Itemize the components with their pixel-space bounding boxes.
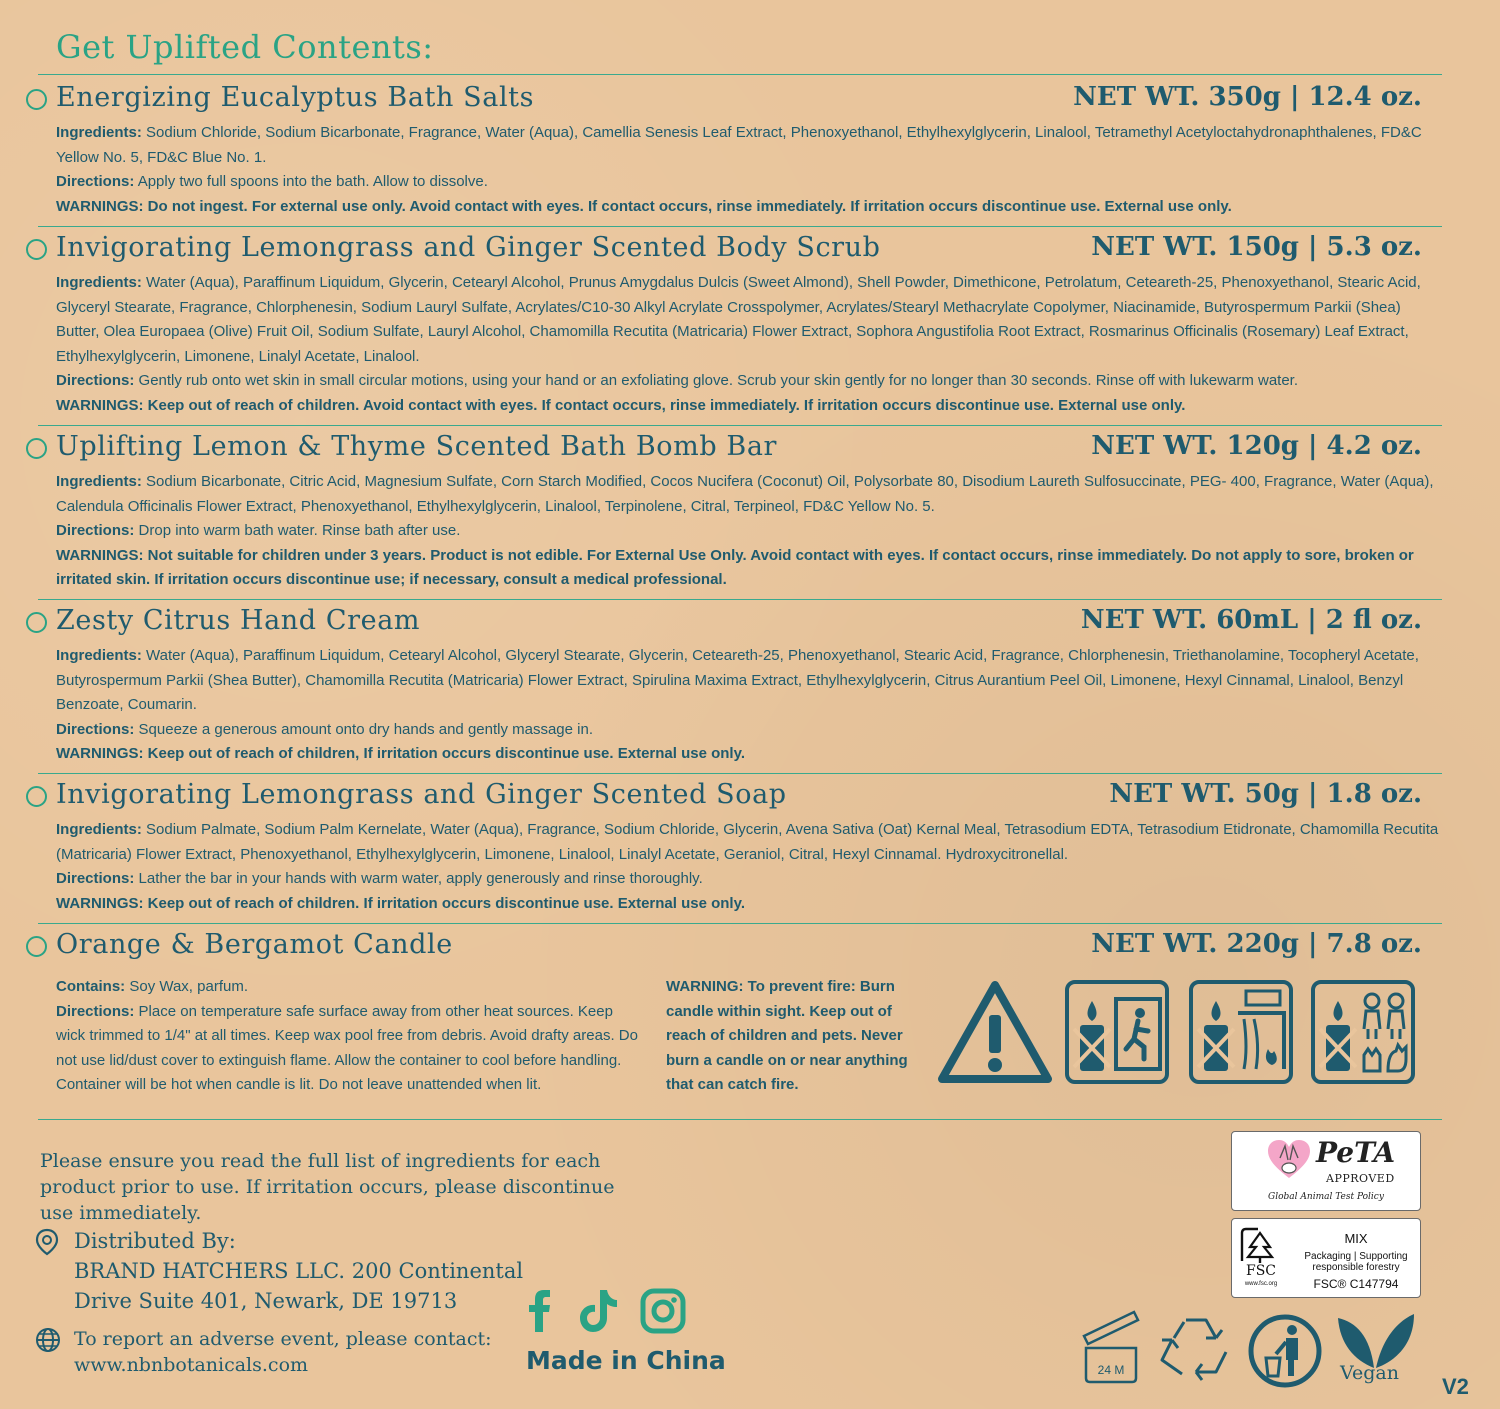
peta-approved: APPROVED: [1326, 1172, 1395, 1185]
product-section: [26, 82, 1440, 219]
distributed-address: BRAND HATCHERS LLC. 200 Continental Drive Suite 401, Newark, DE 19713: [74, 1259, 524, 1313]
pao-jar-icon: [1078, 1308, 1144, 1384]
report-url[interactable]: www.nbnbotanicals.com: [74, 1354, 309, 1376]
globe-icon: [34, 1326, 62, 1354]
directions: Directions: Drop into warm bath water. Rinse bath after use.: [56, 522, 461, 539]
tidyman-disposal-icon: [1246, 1312, 1324, 1390]
net-weight: NET WT. 50g | 1.8 oz.: [1109, 779, 1422, 809]
instagram-icon[interactable]: [640, 1288, 686, 1334]
ingredients: Ingredients: Water (Aqua), Paraffinum Liquidum, Glycerin, Cetearyl Alcohol, Prunus Amygdalus Dulcis (Sweet Almond), Shell Powder, Dimethicone, Petrolatum, Ceteareth-25, Phenoxyethanol, Stearic Acid, Glyceryl Stearate, Fragrance, Chlorphenesin, Sodium Lauryl Sulfate, Acrylates/C10-30 Alkyl Acrylate Crosspolymer, Acrylates/Stearyl Methacrylate Copolymer, Niacinamide, Butyrospermum Parkii (Shea) Butter, Olea Europaea (Olive) Fruit Oil, Sodium Sulfate, Lauryl Alcohol, Chamomilla Recutita (Matricaria) Flower Extract, Sophora Angustifolia Root Extract, Rosmarinus Officinalis (Rosemary) Leaf Extract, Ethylhexylglycerin, Limonene, Linalyl Acetate, Linalool.: [56, 274, 1421, 365]
directions: Directions: Place on temperature safe surface away from other heat sources. Keep wick trimmed to 1/4" at all times. Keep wax pool free from debris. Avoid drafty areas. Do not use lid/dust cover to extinguish flame. Allow the container to cool before handling. Container will be hot when candle is lit. Do not leave unattended when lit.: [56, 1002, 638, 1093]
divider: [38, 923, 1442, 924]
candle-flammable-icon: [1188, 979, 1294, 1085]
report-title: To report an adverse event, please contact:: [74, 1328, 492, 1350]
product-name: Invigorating Lemongrass and Ginger Scented Soap: [56, 779, 787, 810]
warnings: WARNINGS: Not suitable for children under 3 years. Product is not edible. For External Use Only. Avoid contact with eyes. If contact occurs, rinse immediately. Do not apply to sore, broken or irritated skin. If irritation occurs discontinue use; if necessary, consult a medical professional.: [56, 546, 1414, 588]
net-weight: NET WT. 220g | 7.8 oz.: [1091, 929, 1422, 959]
divider: [38, 226, 1442, 227]
version-label: V2: [1442, 1374, 1469, 1399]
divider: [38, 74, 1442, 75]
peta-policy: Global Animal Test Policy: [1268, 1192, 1384, 1202]
divider: [38, 1119, 1442, 1120]
product-name: Invigorating Lemongrass and Ginger Scented Body Scrub: [56, 232, 881, 263]
product-name: Energizing Eucalyptus Bath Salts: [56, 82, 535, 113]
bunny-heart-icon: [1266, 1138, 1312, 1182]
directions: Directions: Gently rub onto wet skin in small circular motions, using your hand or an exfoliating glove. Scrub your skin gently for no longer than 30 seconds. Rinse off with lukewarm water.: [56, 372, 1299, 389]
ingredients: Ingredients: Sodium Chloride, Sodium Bicarbonate, Fragrance, Water (Aqua), Camellia Senesis Leaf Extract, Phenoxyethanol, Ethylhexylglycerin, Linalool, Tetramethyl Acetyloctahydronaphthalenes, FD&C Yellow No. 5, FD&C Blue No. 1.: [56, 124, 1422, 166]
warnings: WARNINGS: Keep out of reach of children. Avoid contact with eyes. If contact occurs, rinse immediately. If irritation occurs discontinue use. External use only.: [56, 396, 1186, 414]
distributed-title: Distributed By:: [74, 1229, 236, 1253]
warning-triangle-icon: [936, 979, 1054, 1087]
page-title: Get Uplifted Contents:: [56, 28, 434, 66]
fsc-site: www.fsc.org: [1244, 1281, 1278, 1287]
bullet-circle-icon: [26, 239, 47, 260]
product-section: [26, 779, 1440, 916]
bullet-circle-icon: [26, 936, 47, 957]
peta-badge: [1231, 1131, 1421, 1211]
fsc-text: Packaging | Supporting responsible forestry: [1304, 1251, 1408, 1273]
net-weight: NET WT. 120g | 4.2 oz.: [1091, 431, 1422, 461]
directions: Directions: Apply two full spoons into the bath. Allow to dissolve.: [56, 173, 488, 190]
fsc-tree-icon: [1238, 1225, 1278, 1265]
recycle-icon: [1156, 1312, 1236, 1388]
product-section: [26, 605, 1440, 767]
vegan-label: Vegan: [1340, 1362, 1399, 1384]
product-name: Orange & Bergamot Candle: [56, 929, 453, 960]
product-section: [26, 232, 1440, 418]
product-name: Zesty Citrus Hand Cream: [56, 605, 421, 636]
warnings: WARNINGS: Keep out of reach of children. If irritation occurs discontinue use. External use only.: [56, 894, 745, 912]
bullet-circle-icon: [26, 786, 47, 807]
product-name: Uplifting Lemon & Thyme Scented Bath Bomb Bar: [56, 431, 778, 462]
divider: [38, 773, 1442, 774]
facebook-icon[interactable]: [526, 1286, 554, 1334]
peta-logo: PeTA: [1316, 1136, 1396, 1169]
bullet-circle-icon: [26, 612, 47, 633]
fsc-logo: FSC: [1245, 1263, 1277, 1279]
candle-unattended-icon: [1064, 979, 1170, 1085]
product-section: [26, 431, 1440, 593]
divider: [38, 599, 1442, 600]
fsc-code: FSC® C147794: [1313, 1277, 1399, 1291]
divider: [38, 425, 1442, 426]
location-pin-icon: [34, 1228, 60, 1256]
ingredients: Ingredients: Sodium Bicarbonate, Citric Acid, Magnesium Sulfate, Corn Starch Modified, Cocos Nucifera (Coconut) Oil, Polysorbate 80, Disodium Laureth Sulfosuccinate, PEG- 400, Fragrance, Water (Aqua), Calendula Officinalis Flower Extract, Phenoxyethanol, Ethylhexylglycerin, Linalool, Terpinolene, Citral, Terpineol, FD&C Yellow No. 5.: [56, 473, 1434, 515]
warnings: WARNINGS: Keep out of reach of children, If irritation occurs discontinue use. External use only.: [56, 745, 745, 762]
candle-warning: WARNING: To prevent fire: Burn candle within sight. Keep out of reach of children and pets. Never burn a candle on or near anything that can catch fire.: [666, 978, 908, 1093]
candle-section: [26, 929, 1440, 1109]
fsc-mix: MIX: [1344, 1231, 1368, 1246]
ingredients: Ingredients: Sodium Palmate, Sodium Palm Kernelate, Water (Aqua), Fragrance, Sodium Chloride, Glycerin, Avena Sativa (Oat) Kernal Meal, Tetrasodium EDTA, Tetrasodium Etidronate, Chamomilla Recutita (Matricaria) Flower Extract, Phenoxyethanol, Ethylhexylglycerin, Limonene, Linalool, Linalyl Acetate, Geraniol, Citral, Hexyl Cinnamal. Hydroxycitronellal.: [56, 821, 1439, 863]
candle-info: [56, 975, 646, 1098]
candle-children-pets-icon: [1310, 979, 1416, 1085]
ensure-notice: Please ensure you read the full list of ingredients for each product prior to use. If irritation occurs, please discontinue use immediately.: [40, 1150, 615, 1224]
directions: Directions: Squeeze a generous amount onto dry hands and gently massage in.: [56, 720, 594, 738]
tiktok-icon[interactable]: [576, 1286, 620, 1334]
net-weight: NET WT. 350g | 12.4 oz.: [1073, 82, 1422, 112]
contains: Contains: Soy Wax, parfum.: [56, 978, 248, 995]
directions: Directions: Lather the bar in your hands with warm water, apply generously and rinse thoroughly.: [56, 870, 703, 887]
net-weight: NET WT. 60mL | 2 fl oz.: [1080, 605, 1422, 635]
fsc-badge: [1231, 1218, 1421, 1298]
net-weight: NET WT. 150g | 5.3 oz.: [1091, 232, 1422, 262]
warnings: WARNINGS: Do not ingest. For external use only. Avoid contact with eyes. If contact occurs, rinse immediately. If irritation occurs discontinue use. External use only.: [56, 197, 1232, 215]
pao-label: 24 M: [1097, 1363, 1125, 1377]
ingredients: Ingredients: Water (Aqua), Paraffinum Liquidum, Cetearyl Alcohol, Glyceryl Stearate, Glycerin, Ceteareth-25, Phenoxyethanol, Stearic Acid, Fragrance, Chlorphenesin, Triethanolamine, Tocopheryl Acetate, Butyrospermum Parkii (Shea Butter), Chamomilla Recutita (Matricaria) Flower Extract, Spirulina Maxima Extract, Ethylhexylglycerin, Citrus Aurantium Peel Oil, Limonene, Hexyl Cinnamal, Linalool, Benzyl Benzoate, Coumarin.: [56, 647, 1419, 713]
made-in: Made in China: [526, 1346, 726, 1375]
bullet-circle-icon: [26, 89, 47, 110]
bullet-circle-icon: [26, 438, 47, 459]
